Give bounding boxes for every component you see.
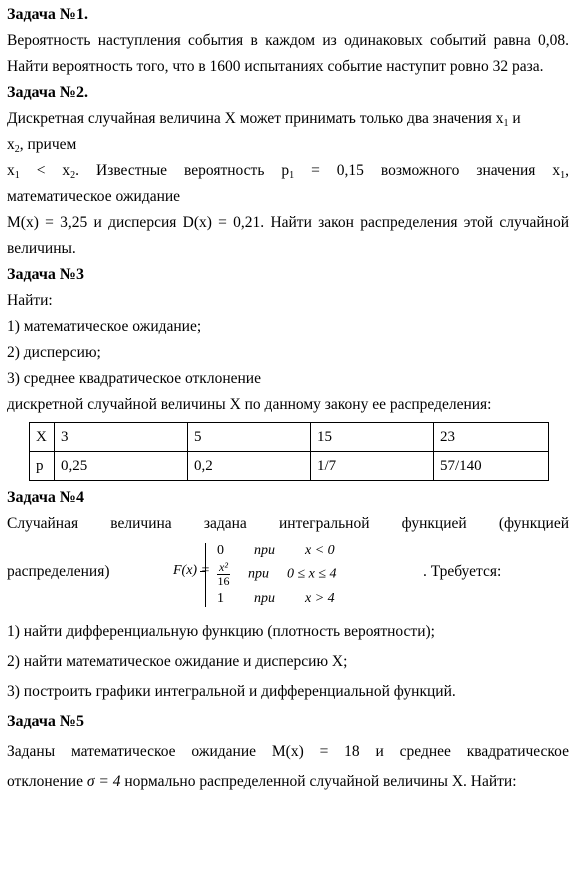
table-cell: 0,25 xyxy=(55,452,188,481)
task4-item-2: 2) найти математическое ожидание и дисперсию X; xyxy=(7,653,348,670)
task2-line1: Дискретная случайная величина X может принимать только два значения $x_1$ и xyxy=(7,110,521,129)
table-cell: 1/7 xyxy=(311,452,434,481)
table-cell: 23 xyxy=(434,423,549,452)
task1-title: Задача №1. xyxy=(7,6,88,23)
table-row xyxy=(30,423,549,452)
task3-item-2: 2) дисперсию; xyxy=(7,344,101,361)
task2-line3: $x_1 < x_2$. Известные вероятность $p_1 = 0,15$ возможного значения $x_1$, xyxy=(7,162,569,181)
task2-title: Задача №2. xyxy=(7,84,88,101)
task3-find: Найти: xyxy=(7,292,53,309)
task4-item-1: 1) найти дифференциальную функцию (плотность вероятности); xyxy=(7,623,435,640)
formula-case-3: 1 при x > 4 xyxy=(217,591,335,606)
task4-trail: . Требуется: xyxy=(423,563,502,580)
task3-item-3: 3) среднее квадратическое отклонение xyxy=(7,370,261,387)
task4-formula-row xyxy=(7,541,569,611)
table-row xyxy=(30,452,549,481)
table-cell: 0,2 xyxy=(188,452,311,481)
brace-icon xyxy=(205,543,212,607)
formula-case-1: 0 при x < 0 xyxy=(217,543,335,558)
task2-line2: $x_2$, причем xyxy=(7,136,77,155)
sigma-formula: σ = 4 xyxy=(86,773,121,790)
task4-title: Задача №4 xyxy=(7,489,84,506)
distribution-function-formula xyxy=(173,541,553,611)
table-cell: p xyxy=(30,452,55,481)
task3-item-1: 1) математическое ожидание; xyxy=(7,318,202,335)
distribution-table xyxy=(29,422,549,481)
table-cell: 3 xyxy=(55,423,188,452)
task5-line2: отклонение σ = 4 нормально распределенной случайной величины X. Найти: xyxy=(7,773,517,790)
task4-lead: распределения) xyxy=(7,563,110,580)
table-cell: X xyxy=(30,423,55,452)
task2-line5: M(x) = 3,25 и дисперсия D(x) = 0,21. Найти закон распределения этой случайной величины. xyxy=(7,214,569,257)
task5-title: Задача №5 xyxy=(7,713,84,730)
formula-fx: F(x) = xyxy=(173,563,211,578)
document-page xyxy=(7,0,569,797)
table-cell: 15 xyxy=(311,423,434,452)
table-cell: 57/140 xyxy=(434,452,549,481)
task4-item-3: 3) построить графики интегральной и дифференциальной функций. xyxy=(7,683,456,700)
task5-line1: Заданы математическое ожидание M(x) = 18 и среднее квадратическое xyxy=(7,743,569,760)
task3-title: Задача №3 xyxy=(7,266,84,283)
table-cell: 5 xyxy=(188,423,311,452)
formula-case-2: $\frac{\text{x²}}{16}$ при 0 ≤ x ≤ 4 xyxy=(217,560,337,588)
task4-line1: Случайная величина задана интегральной функцией (функцией xyxy=(7,515,569,532)
task1-text: Вероятность наступления события в каждом из одинаковых событий равна 0,08. Найти вероятность того, что в 1600 испытаниях событие наступит ровно 32 раза. xyxy=(7,32,569,75)
task3-lead: дискретной случайной величины X по данному закону ее распределения: xyxy=(7,396,492,413)
task2-line4: математическое ожидание xyxy=(7,188,181,205)
